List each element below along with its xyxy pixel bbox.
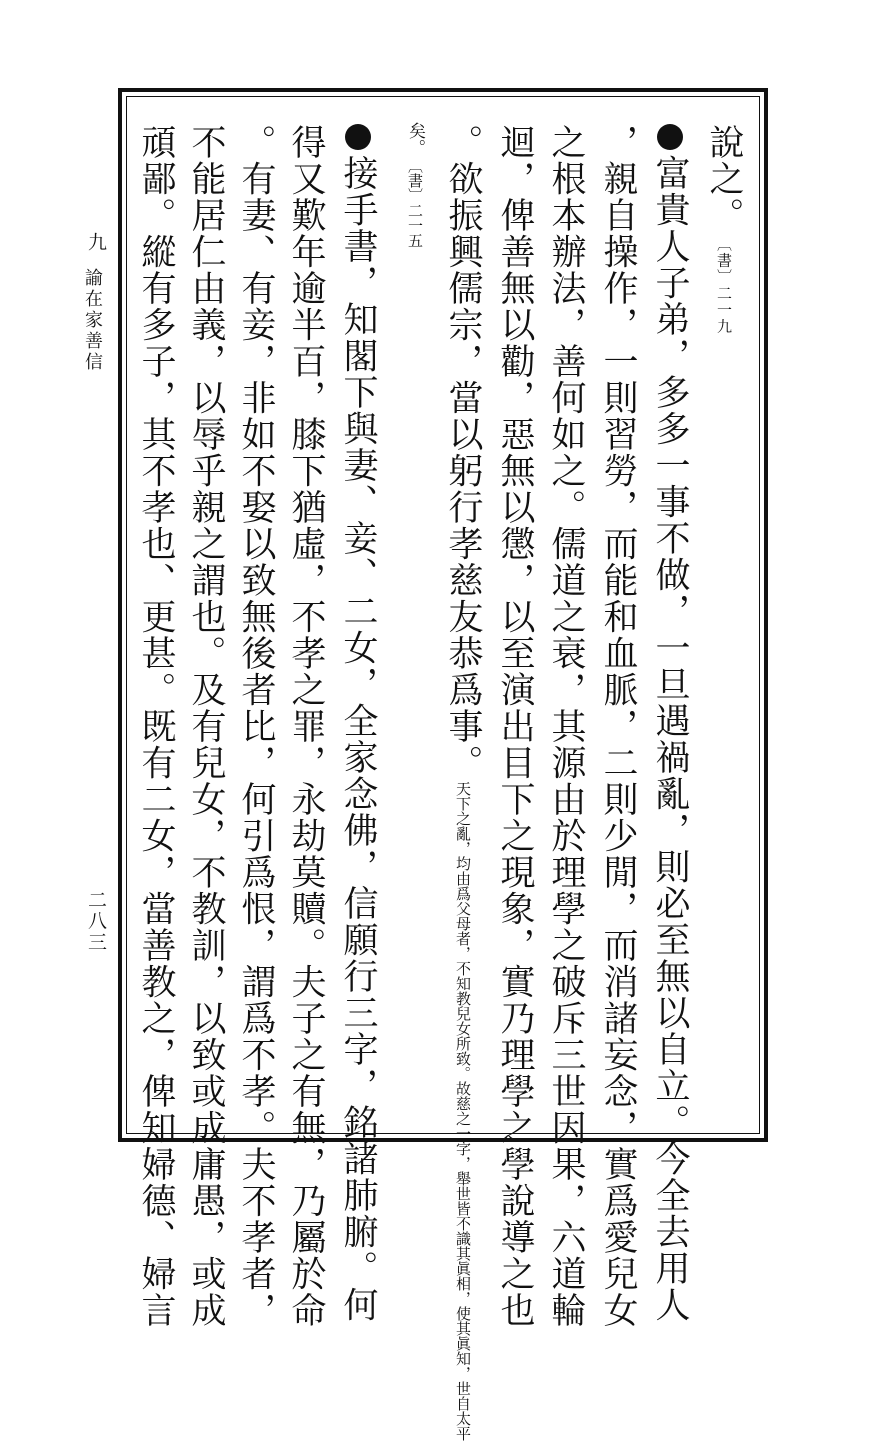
text-column-5 xyxy=(495,124,535,1329)
section-title: 諭在家善信 xyxy=(82,268,103,373)
column-text: 矣 xyxy=(405,122,425,139)
text-column-6 xyxy=(443,124,483,1445)
source-reference: 〔書〕二一九 xyxy=(715,235,733,335)
chapter-number: 九 xyxy=(85,232,107,253)
text-column-2 xyxy=(650,124,690,1323)
column-text: 迴，俾善無以勸，惡無以懲，以至演出目下之現象，實乃理學之學說導之也 xyxy=(495,124,535,1329)
source-reference: 〔書〕二一五 xyxy=(406,158,424,248)
column-text: 之根本辦法，善何如之。儒道之衰，其源由於理學之破斥三世因果，六道輪 xyxy=(546,124,586,1329)
text-column-3 xyxy=(598,124,638,1329)
column-text: 富貴人子弟，多多一事不做，一旦遇禍亂，則必至無以自立。今全去用人 xyxy=(650,155,690,1323)
text-column-12 xyxy=(136,124,176,1329)
text-column-9 xyxy=(286,124,326,1329)
page-number: 二八三 xyxy=(85,890,107,953)
column-text: 說之。 xyxy=(704,124,744,234)
text-column-8 xyxy=(338,124,378,1323)
annotation-line-right: 天下之亂，均由爲父母者，不知教兒女所致。故慈 xyxy=(454,781,472,1111)
annotation-line-left: 之一字，舉世皆不識其眞相，使其眞知，世自太平 xyxy=(454,1111,472,1441)
column-text-mark: 。 xyxy=(405,139,425,156)
column-text: 接手書，知閣下與妻、妾、二女，全家念佛，信願行三字，銘諸肺腑。何 xyxy=(338,155,378,1323)
column-text: ，親自操作，一則習勞，而能和血脈，二則少閒，而消諸妄念，實爲愛兒女 xyxy=(598,124,638,1329)
paragraph-bullet-icon xyxy=(657,124,683,150)
column-text: 頑鄙。縱有多子，其不孝也、更甚。既有二女，當善教之，俾知婦德、婦言 xyxy=(136,124,176,1329)
text-column-1 xyxy=(704,124,744,335)
column-text: 。有妻、有妾，非如不娶以致無後者比，何引爲恨，謂爲不孝。夫不孝者， xyxy=(236,124,276,1329)
annotation xyxy=(454,781,471,1441)
text-column-11 xyxy=(186,124,226,1329)
column-text: 不能居仁由義，以辱乎親之謂也。及有兒女，不教訓，以致或成庸愚，或成 xyxy=(186,124,226,1329)
text-column-4 xyxy=(546,124,586,1329)
text-column-7 xyxy=(406,122,423,248)
column-text: 。欲振興儒宗，當以躬行孝慈友恭爲事。 xyxy=(443,124,483,781)
text-column-10 xyxy=(236,124,276,1329)
column-text: 得又歎年逾半百，膝下猶虛，不孝之罪，永劫莫贖。夫子之有無，乃屬於命 xyxy=(286,124,326,1329)
paragraph-bullet-icon xyxy=(345,124,371,150)
